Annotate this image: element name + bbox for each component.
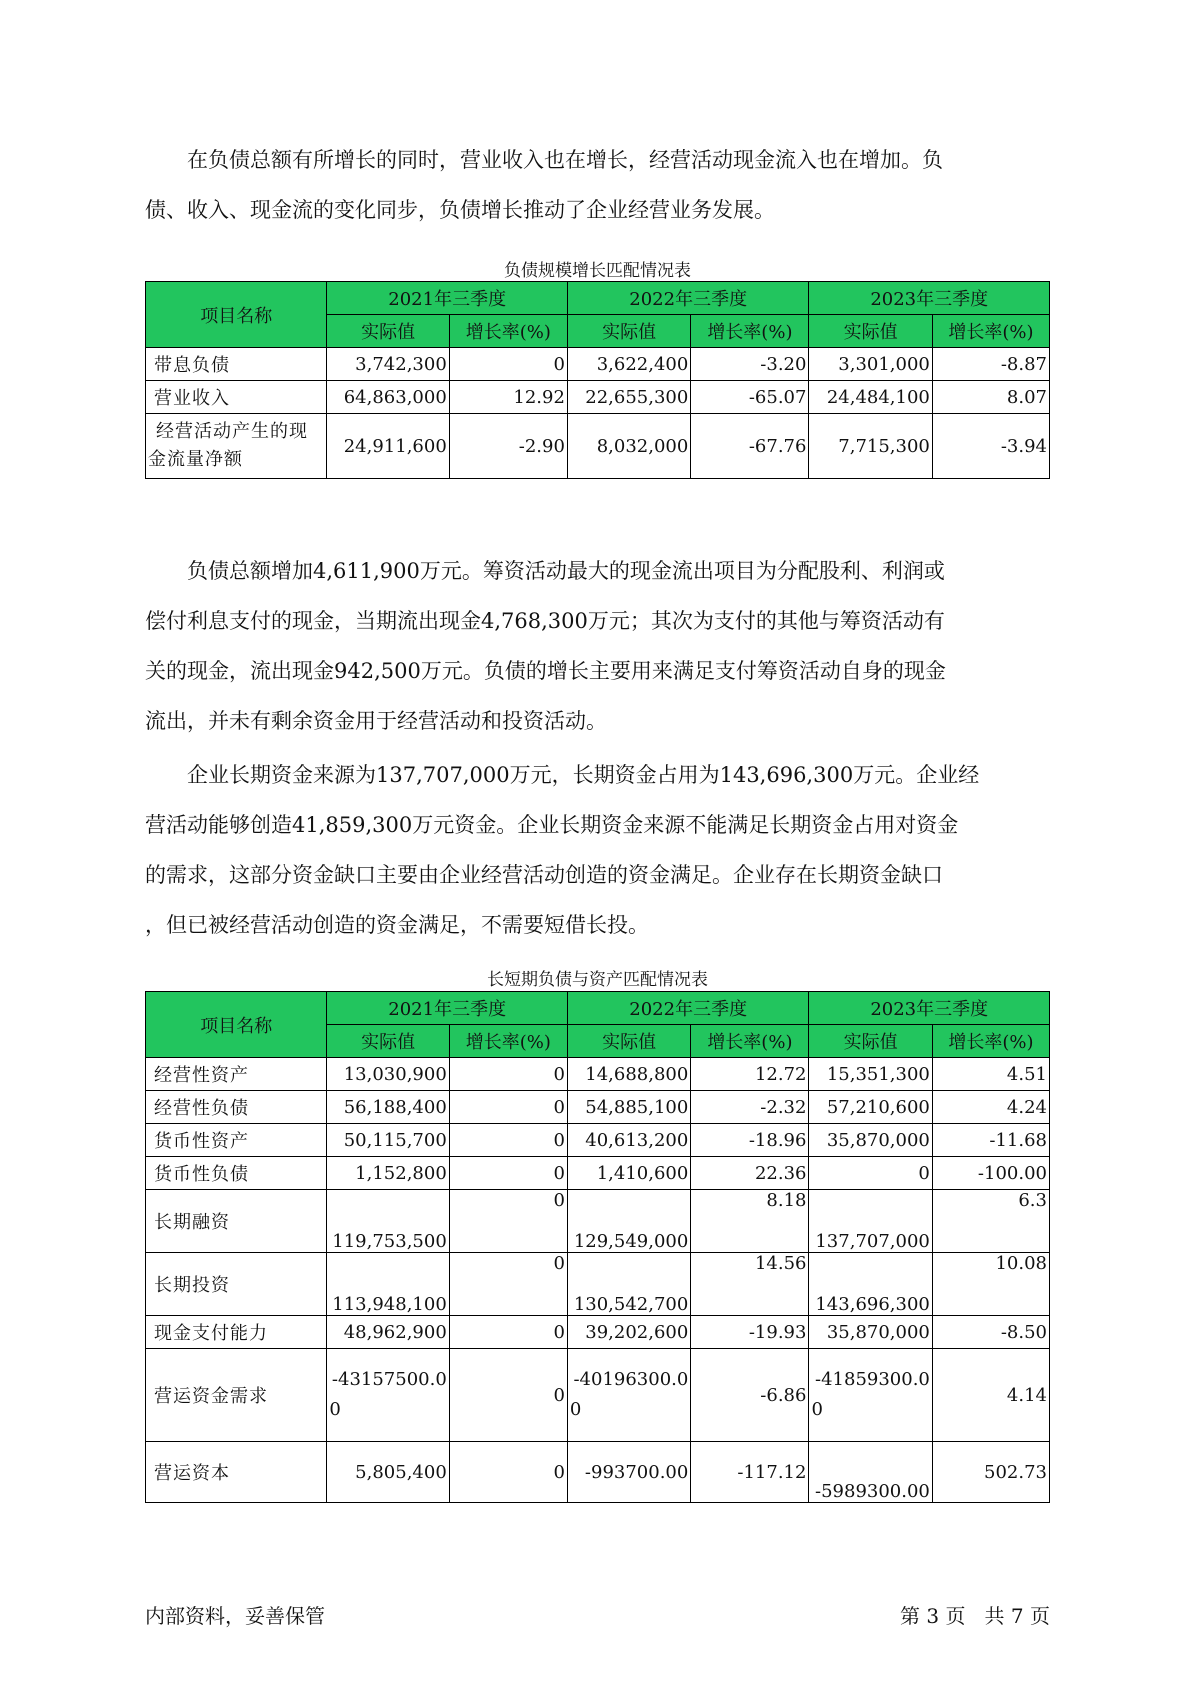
cell-value: 13,030,900 <box>327 1058 449 1091</box>
cell-value: 7,715,300 <box>809 414 932 479</box>
row-label: 营运资金需求 <box>146 1349 327 1442</box>
header-growth: 增长率(%) <box>932 1025 1049 1058</box>
header-growth: 增长率(%) <box>932 315 1049 348</box>
cell-value: 24,911,600 <box>327 414 449 479</box>
cell-value: 5,805,400 <box>327 1442 449 1503</box>
table-row <box>146 1253 1050 1316</box>
table-row <box>146 381 1050 414</box>
cell-value <box>327 1349 449 1442</box>
cell-value: 8.07 <box>932 381 1049 414</box>
cell-value <box>567 1349 690 1442</box>
paragraph-line: 偿付利息支付的现金，当期流出现金4,768,300万元；其次为支付的其他与筹资活动有 <box>145 609 945 633</box>
cell-value: 137,707,000 <box>809 1190 932 1253</box>
table-2-caption: 长短期负债与资产匹配情况表 <box>487 970 708 990</box>
paragraph-line: 债、收入、现金流的变化同步，负债增长推动了企业经营业务发展。 <box>145 198 775 222</box>
cell-value: 113,948,100 <box>327 1253 449 1316</box>
table-row <box>146 1124 1050 1157</box>
header-period: 2021年三季度 <box>327 992 568 1025</box>
cell-value: 12.72 <box>691 1058 809 1091</box>
cell-value: 14,688,800 <box>567 1058 690 1091</box>
cell-value: 1,152,800 <box>327 1157 449 1190</box>
cell-value: 48,962,900 <box>327 1316 449 1349</box>
cell-value: -6.86 <box>691 1349 809 1442</box>
paragraph-2 <box>145 546 1050 746</box>
page-number: 第 3 页 共 7 页 <box>900 1604 1050 1628</box>
row-label: 营业收入 <box>146 381 327 414</box>
header-growth: 增长率(%) <box>449 315 567 348</box>
cell-value: 3,742,300 <box>327 348 449 381</box>
row-label-line: 金流量净额 <box>148 449 243 470</box>
cell-value: -2.32 <box>691 1091 809 1124</box>
long-short-match-table <box>145 991 1050 1503</box>
header-actual: 实际值 <box>567 315 690 348</box>
cell-value: 57,210,600 <box>809 1091 932 1124</box>
cell-value: 0 <box>809 1157 932 1190</box>
header-growth: 增长率(%) <box>691 1025 809 1058</box>
cell-value: 130,542,700 <box>567 1253 690 1316</box>
cell-value: -8.50 <box>932 1316 1049 1349</box>
cell-value: 35,870,000 <box>809 1316 932 1349</box>
header-growth: 增长率(%) <box>449 1025 567 1058</box>
row-label: 经营性负债 <box>146 1091 327 1124</box>
cell-value: 0 <box>449 1058 567 1091</box>
row-label: 经营性资产 <box>146 1058 327 1091</box>
paragraph-line: ，但已被经营活动创造的资金满足，不需要短借长投。 <box>145 913 649 937</box>
row-label: 长期融资 <box>146 1190 327 1253</box>
paragraph-line: 负债总额增加4,611,900万元。筹资活动最大的现金流出项目为分配股利、利润或 <box>187 559 945 583</box>
cell-value-wrap: 0 <box>569 1399 582 1420</box>
paragraph-line: 流出，并未有剩余资金用于经营活动和投资活动。 <box>145 709 607 733</box>
table-row <box>146 1442 1050 1503</box>
row-label <box>146 414 327 479</box>
cell-value: 15,351,300 <box>809 1058 932 1091</box>
table-header-row <box>146 992 1050 1025</box>
cell-value: 0 <box>449 1442 567 1503</box>
cell-value: -2.90 <box>449 414 567 479</box>
row-label: 长期投资 <box>146 1253 327 1316</box>
cell-value: 0 <box>449 348 567 381</box>
cell-value: 64,863,000 <box>327 381 449 414</box>
table-row <box>146 1058 1050 1091</box>
paragraph-line: 的需求，这部分资金缺口主要由企业经营活动创造的资金满足。企业存在长期资金缺口 <box>145 863 943 887</box>
header-item-name: 项目名称 <box>146 282 327 348</box>
cell-value: 22,655,300 <box>567 381 690 414</box>
row-label: 现金支付能力 <box>146 1316 327 1349</box>
table-1-caption: 负债规模增长匹配情况表 <box>504 261 691 281</box>
paragraph-1 <box>145 135 1050 235</box>
cell-value: 4.51 <box>932 1058 1049 1091</box>
table-row <box>146 414 1050 479</box>
paragraph-line: 营活动能够创造41,859,300万元资金。企业长期资金来源不能满足长期资金占用对资金 <box>145 813 959 837</box>
row-label: 带息负债 <box>146 348 327 381</box>
cell-value: 22.36 <box>691 1157 809 1190</box>
header-actual: 实际值 <box>809 315 932 348</box>
cell-value: 14.56 <box>691 1253 809 1316</box>
header-actual: 实际值 <box>327 315 449 348</box>
cell-value-wrap: 0 <box>329 1399 341 1420</box>
paragraph-line: 关的现金，流出现金942,500万元。负债的增长主要用来满足支付筹资活动自身的现金 <box>145 659 946 683</box>
cell-value: 0 <box>449 1349 567 1442</box>
paragraph-line: 企业长期资金来源为137,707,000万元，长期资金占用为143,696,300万元。企业经 <box>187 763 980 787</box>
cell-value: 39,202,600 <box>567 1316 690 1349</box>
cell-value: -67.76 <box>691 414 809 479</box>
cell-value: -3.94 <box>932 414 1049 479</box>
cell-value: -8.87 <box>932 348 1049 381</box>
cell-value: 50,115,700 <box>327 1124 449 1157</box>
footer-note: 内部资料，妥善保管 <box>145 1604 325 1628</box>
cell-value: -5989300.00 <box>809 1442 932 1503</box>
cell-value-line: -41859300.0 <box>815 1369 930 1390</box>
cell-value: -993700.00 <box>567 1442 690 1503</box>
cell-value: 8,032,000 <box>567 414 690 479</box>
cell-value: 0 <box>449 1316 567 1349</box>
header-growth: 增长率(%) <box>691 315 809 348</box>
header-actual: 实际值 <box>809 1025 932 1058</box>
cell-value-line: -43157500.0 <box>331 1369 447 1390</box>
cell-value: -100.00 <box>932 1157 1049 1190</box>
cell-value: 0 <box>449 1157 567 1190</box>
row-label: 货币性资产 <box>146 1124 327 1157</box>
cell-value: 10.08 <box>932 1253 1049 1316</box>
header-period: 2022年三季度 <box>567 992 809 1025</box>
cell-value: 40,613,200 <box>567 1124 690 1157</box>
header-period: 2023年三季度 <box>809 992 1050 1025</box>
cell-value: 502.73 <box>932 1442 1049 1503</box>
row-label-line: 经营活动产生的现 <box>156 421 308 442</box>
header-item-name: 项目名称 <box>146 992 327 1058</box>
row-label: 营运资本 <box>146 1442 327 1503</box>
cell-value: 12.92 <box>449 381 567 414</box>
cell-value: 24,484,100 <box>809 381 932 414</box>
cell-value: 129,549,000 <box>567 1190 690 1253</box>
cell-value: 35,870,000 <box>809 1124 932 1157</box>
table-row <box>146 1190 1050 1253</box>
header-period: 2022年三季度 <box>567 282 809 315</box>
table-row <box>146 1316 1050 1349</box>
cell-value: 0 <box>449 1190 567 1253</box>
cell-value: 56,188,400 <box>327 1091 449 1124</box>
cell-value: -11.68 <box>932 1124 1049 1157</box>
cell-value: 3,622,400 <box>567 348 690 381</box>
table-row <box>146 348 1050 381</box>
cell-value: 0 <box>449 1124 567 1157</box>
cell-value: 143,696,300 <box>809 1253 932 1316</box>
cell-value: 1,410,600 <box>567 1157 690 1190</box>
cell-value: 0 <box>449 1253 567 1316</box>
table-header-row <box>146 282 1050 315</box>
cell-value: -117.12 <box>691 1442 809 1503</box>
header-period: 2021年三季度 <box>327 282 568 315</box>
cell-value: -18.96 <box>691 1124 809 1157</box>
cell-value-line: -40196300.0 <box>573 1369 689 1390</box>
cell-value: -65.07 <box>691 381 809 414</box>
table-row <box>146 1091 1050 1124</box>
cell-value: 3,301,000 <box>809 348 932 381</box>
cell-value: 119,753,500 <box>327 1190 449 1253</box>
paragraph-3 <box>145 750 1050 950</box>
cell-value: 6.3 <box>932 1190 1049 1253</box>
cell-value: -3.20 <box>691 348 809 381</box>
row-label: 货币性负债 <box>146 1157 327 1190</box>
debt-scale-table <box>145 281 1050 479</box>
table-row <box>146 1157 1050 1190</box>
cell-value: 0 <box>449 1091 567 1124</box>
paragraph-line: 在负债总额有所增长的同时，营业收入也在增长，经营活动现金流入也在增加。负 <box>187 148 943 172</box>
cell-value <box>809 1349 932 1442</box>
table-row <box>146 1349 1050 1442</box>
header-period: 2023年三季度 <box>809 282 1050 315</box>
header-actual: 实际值 <box>567 1025 690 1058</box>
cell-value: -19.93 <box>691 1316 809 1349</box>
header-actual: 实际值 <box>327 1025 449 1058</box>
cell-value-wrap: 0 <box>811 1399 823 1420</box>
cell-value: 4.14 <box>932 1349 1049 1442</box>
cell-value: 54,885,100 <box>567 1091 690 1124</box>
cell-value: 4.24 <box>932 1091 1049 1124</box>
cell-value: 8.18 <box>691 1190 809 1253</box>
